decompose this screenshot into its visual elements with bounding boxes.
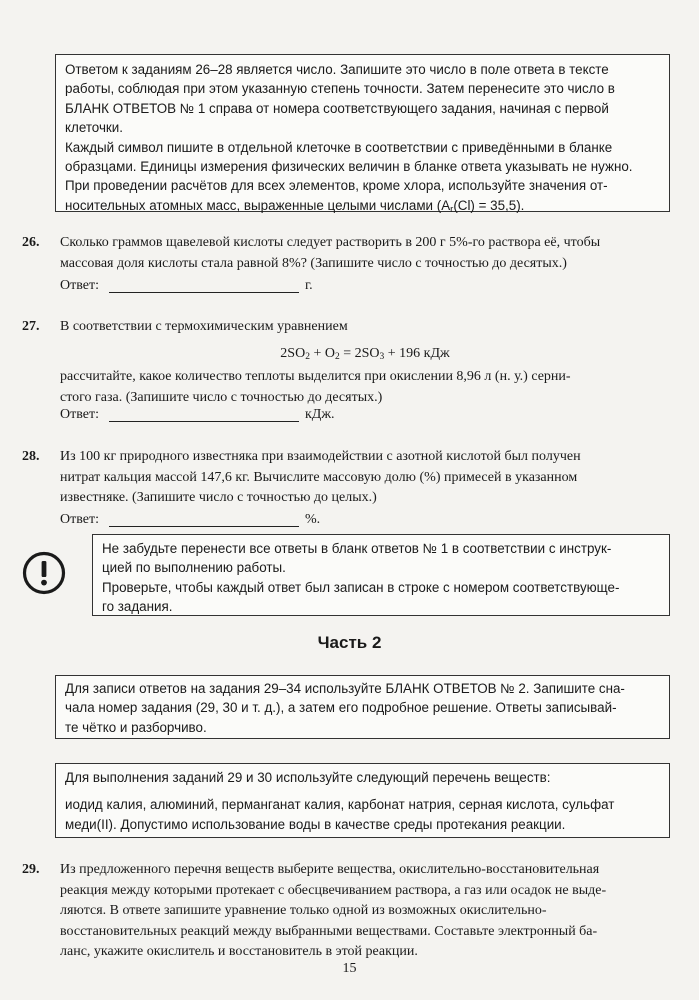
instructions-line: чала номер задания (29, 30 и т. д.), а затем его подробное решение. Ответы записывай- bbox=[65, 700, 617, 716]
instructions-line: Ответом к заданиям 26–28 является число. Запишите это число в поле ответа в тексте bbox=[65, 62, 609, 77]
exclamation-circle-icon bbox=[21, 550, 67, 596]
equation-part: + O bbox=[309, 346, 335, 361]
task-line: Из предложенного перечня веществ выберите вещества, окислительно-восстановительная bbox=[60, 862, 600, 877]
reminder-box bbox=[92, 534, 670, 616]
answer-field[interactable] bbox=[109, 278, 299, 293]
instructions-line bbox=[65, 196, 660, 215]
reminder-line: цией по выполнению работы. bbox=[102, 560, 286, 576]
thermochemical-equation bbox=[60, 344, 670, 364]
task-line: известняке. (Запишите число с точностью до целых.) bbox=[60, 490, 377, 506]
task-28-answer bbox=[60, 510, 320, 530]
task-27-answer bbox=[60, 405, 335, 425]
task-line: нитрат кальция массой 147,6 кг. Вычислите массовую долю (%) примесей в указанном bbox=[60, 469, 578, 485]
equation-part: 2SO bbox=[280, 346, 306, 361]
instructions-text: (Cl) = 35,5). bbox=[453, 197, 525, 213]
task-29-number: 29. bbox=[22, 862, 40, 877]
equation-subscript: 2 bbox=[334, 352, 340, 362]
task-27-number: 27. bbox=[22, 319, 40, 334]
instructions-line: образцами. Единицы измерения физических величин в бланке ответа указывать не нужно. bbox=[65, 159, 633, 175]
task-line: ланс, укажите окислитель и восстановитель в этой реакции. bbox=[60, 944, 418, 960]
equation-part: + 196 кДж bbox=[384, 346, 450, 361]
instructions-line: Каждый символ пишите в отдельной клеточке в соответствии с приведёнными в бланке bbox=[65, 139, 613, 155]
relative-subscript: r bbox=[450, 203, 454, 215]
task-line: рассчитайте, какое количество теплоты выделится при окислении 8,96 л (н. у.) серни- bbox=[60, 369, 571, 384]
equation-subscript: 3 bbox=[379, 352, 385, 362]
equation-part: = 2SO bbox=[339, 346, 380, 361]
instructions-line: работы, соблюдая при этом указанную степень точности. Затем перенесите это число в bbox=[65, 81, 615, 97]
answer-unit: г. bbox=[304, 278, 313, 293]
instructions-line: БЛАНК ОТВЕТОВ № 1 справа от номера соответствующего задания, начиная с первой bbox=[65, 100, 609, 116]
instructions-line: те чётко и разборчиво. bbox=[65, 719, 207, 735]
answer-unit: кДж. bbox=[304, 407, 335, 422]
task-line: реакция между которыми протекает с обесцвечиванием раствора, а газ или осадок не выде- bbox=[60, 882, 607, 898]
task-26-number: 26. bbox=[22, 235, 40, 250]
part-heading: Часть 2 bbox=[317, 633, 382, 652]
equation-subscript: 2 bbox=[305, 352, 310, 362]
task-line: стого газа. (Запишите число с точностью до десятых.) bbox=[60, 389, 383, 405]
answer-unit: %. bbox=[304, 512, 321, 527]
task-29-text bbox=[60, 860, 670, 963]
substances-box bbox=[55, 763, 670, 838]
instructions-line: клеточки. bbox=[65, 120, 123, 136]
task-28-number: 28. bbox=[22, 449, 40, 464]
answer-label: Ответ: bbox=[60, 407, 99, 422]
task-26-answer bbox=[60, 276, 313, 296]
task-26-text bbox=[60, 233, 670, 274]
task-line: ляются. В ответе запишите уравнение только одной из возможных окислительно- bbox=[60, 903, 547, 919]
answer-field[interactable] bbox=[109, 407, 299, 422]
page-number: 15 bbox=[342, 961, 357, 976]
task-28-text bbox=[60, 447, 670, 509]
reminder-line: Проверьте, чтобы каждый ответ был записан в строке с номером соответствующе- bbox=[102, 579, 620, 595]
task-line: Из 100 кг природного известняка при взаимодействии с азотной кислотой был получен bbox=[60, 449, 581, 464]
instructions-line: Для записи ответов на задания 29–34 используйте БЛАНК ОТВЕТОВ № 2. Запишите сна- bbox=[65, 681, 625, 696]
task-line: Сколько граммов щавелевой кислоты следует растворить в 200 г 5%-го раствора её, чтобы bbox=[60, 235, 601, 250]
task-line: восстановительных реакций между выбранными веществами. Составьте электронный ба- bbox=[60, 923, 598, 939]
part2-instructions-box bbox=[55, 675, 670, 739]
answer-label: Ответ: bbox=[60, 278, 99, 293]
reminder-line: Не забудьте перенести все ответы в бланк ответов № 1 в соответствии с инструк- bbox=[102, 541, 612, 556]
substances-line: иодид калия, алюминий, перманганат калия, карбонат натрия, серная кислота, сульфат bbox=[65, 797, 615, 813]
task-line: массовая доля кислоты стала равной 8%? (Запишите число с точностью до десятых.) bbox=[60, 255, 567, 271]
instructions-box bbox=[55, 54, 670, 215]
instructions-line: При проведении расчётов для всех элементов, кроме хлора, используйте значения от- bbox=[65, 178, 608, 194]
substances-intro: Для выполнения заданий 29 и 30 используйте следующий перечень веществ: bbox=[65, 770, 551, 785]
answer-field[interactable] bbox=[109, 512, 299, 527]
reminder-line: го задания. bbox=[102, 599, 173, 615]
task-27-text bbox=[60, 367, 670, 408]
task-line: В соответствии с термохимическим уравнением bbox=[60, 319, 348, 334]
answer-label: Ответ: bbox=[60, 512, 99, 527]
task-27-intro bbox=[60, 317, 670, 338]
substances-line: меди(II). Допустимо использование воды в качестве среды протекания реакции. bbox=[65, 816, 566, 832]
instructions-text: носительных атомных масс, выраженные целыми числами (A bbox=[65, 197, 451, 213]
